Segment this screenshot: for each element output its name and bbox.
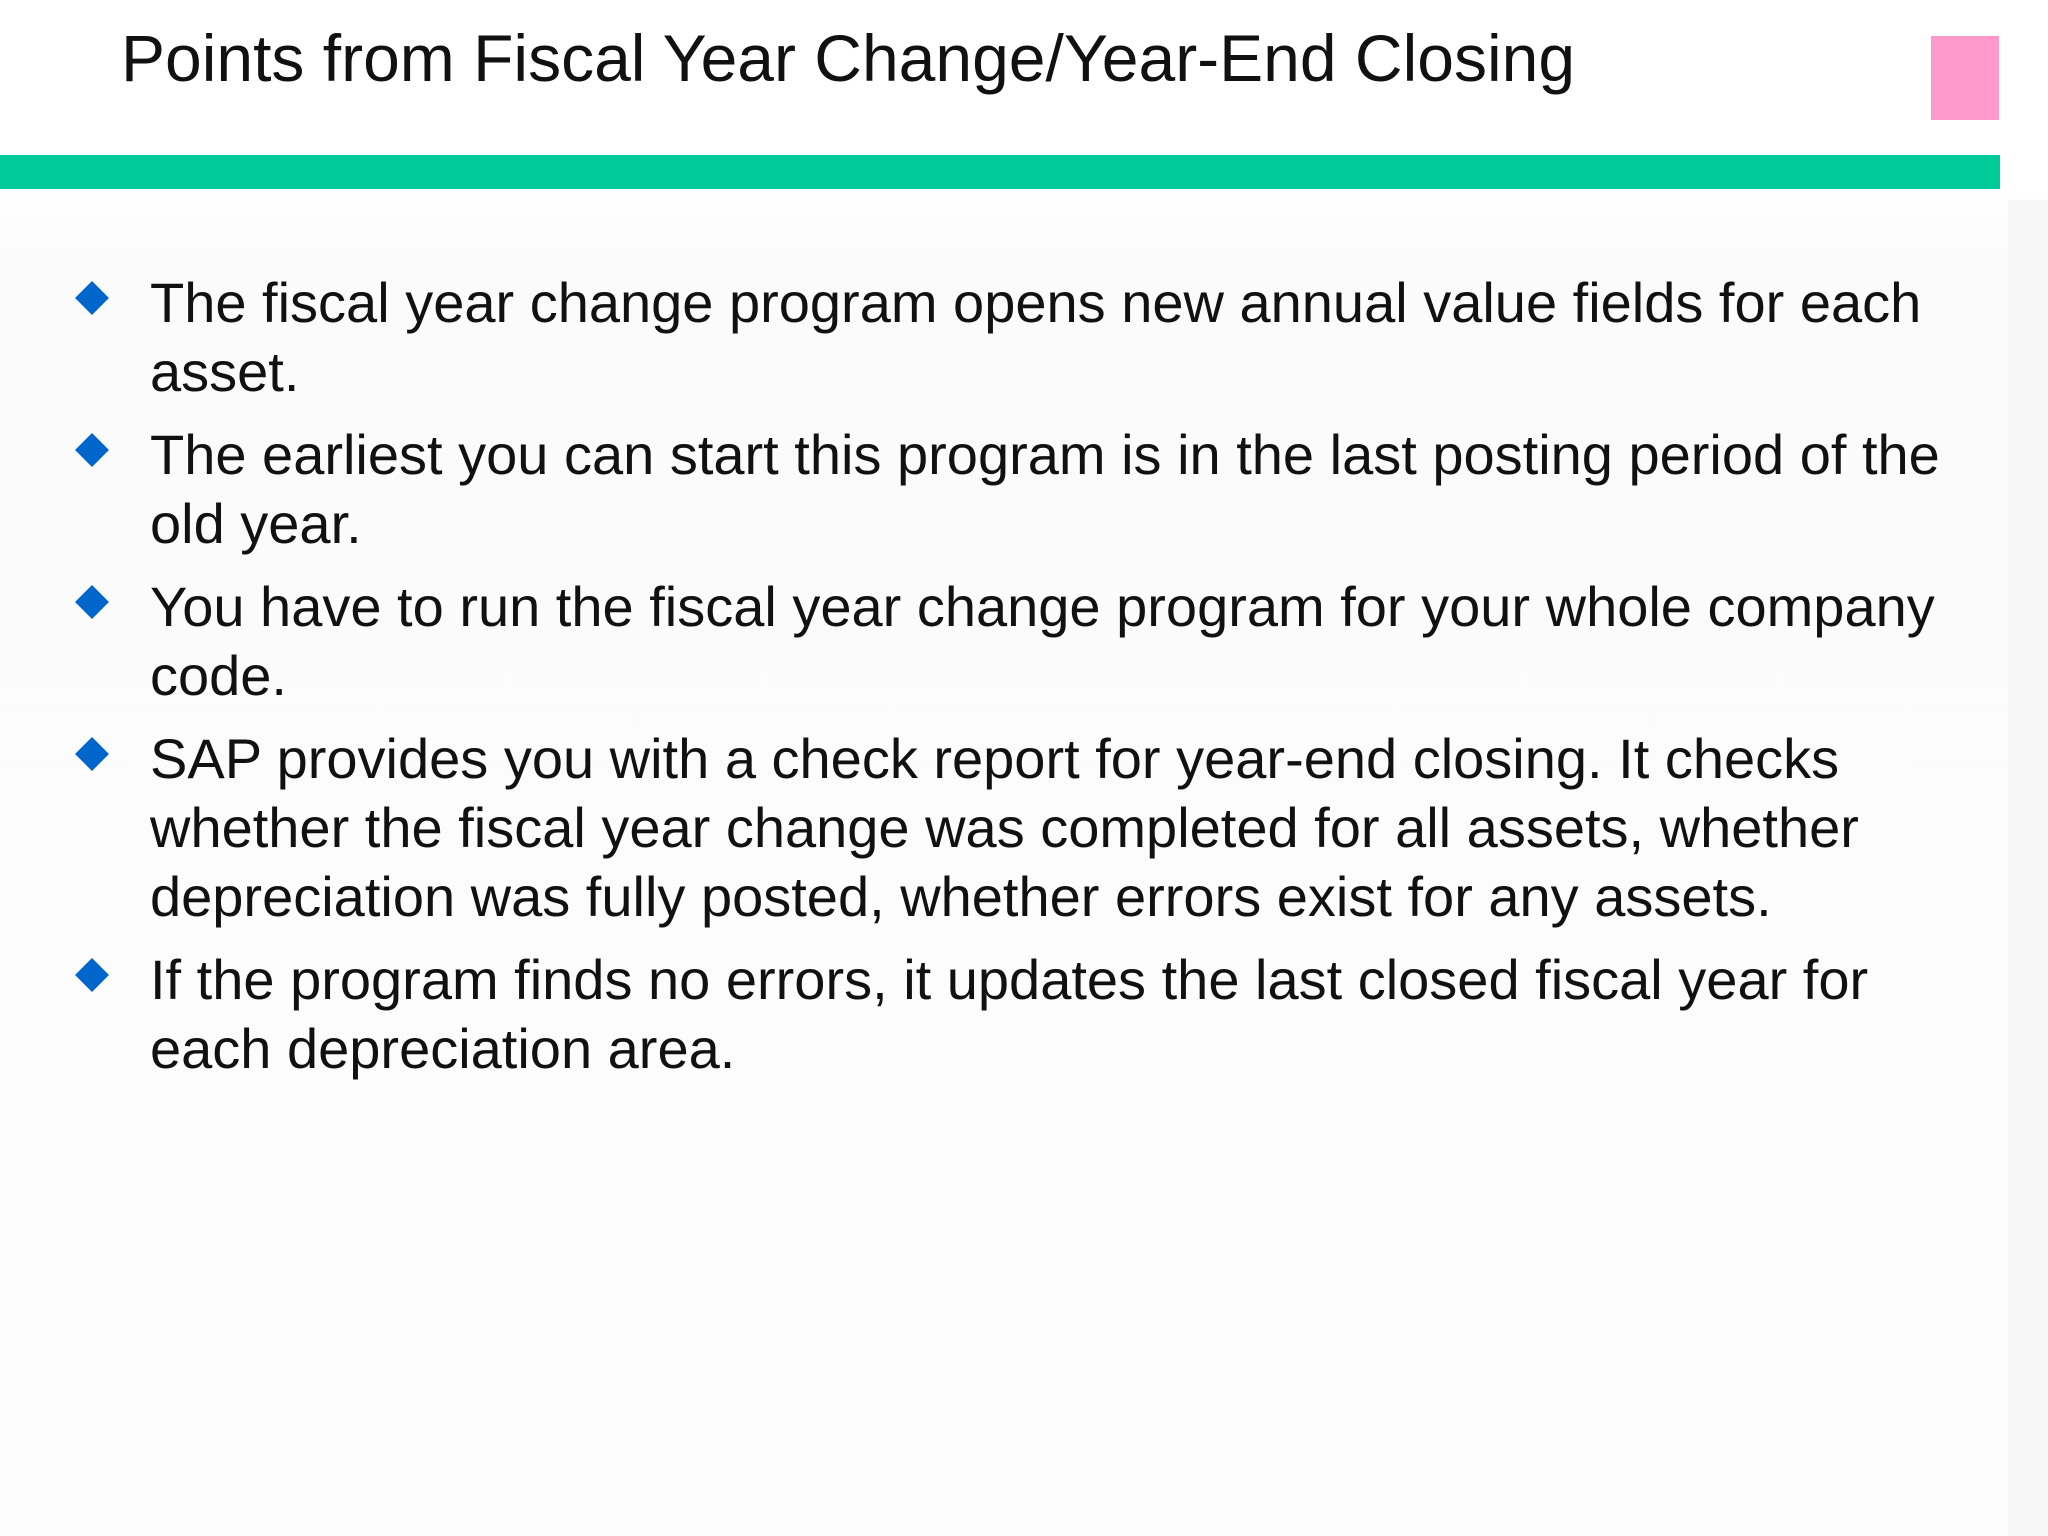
bullet-item — [70, 268, 1980, 406]
title-divider-bar — [0, 155, 2000, 189]
right-edge-strip — [2008, 200, 2048, 1536]
corner-decoration-square — [1931, 36, 1999, 120]
bullet-item — [70, 572, 1980, 710]
bullet-text: SAP provides you with a check report for year-end closing. It checks whether the fiscal year change was completed for all assets, whether depreciation was fully posted, whether errors exist for any assets. — [150, 727, 1859, 928]
bullet-item — [70, 945, 1980, 1083]
bullet-item — [70, 420, 1980, 558]
bullet-text: The fiscal year change program opens new annual value fields for each asset. — [150, 271, 1922, 403]
bullet-text: If the program finds no errors, it updates the last closed fiscal year for each depreciation area. — [150, 948, 1869, 1080]
diamond-icon — [75, 958, 109, 992]
bullet-text: The earliest you can start this program is in the last posting period of the old year. — [150, 423, 1940, 555]
bullet-text: You have to run the fiscal year change program for your whole company code. — [150, 575, 1935, 707]
bullet-list — [70, 268, 1980, 1097]
diamond-icon — [75, 585, 109, 619]
diamond-icon — [75, 281, 109, 315]
bullet-item — [70, 724, 1980, 931]
diamond-icon — [75, 737, 109, 771]
diamond-icon — [75, 433, 109, 467]
slide-title: Points from Fiscal Year Change/Year-End Closing — [121, 21, 1576, 95]
